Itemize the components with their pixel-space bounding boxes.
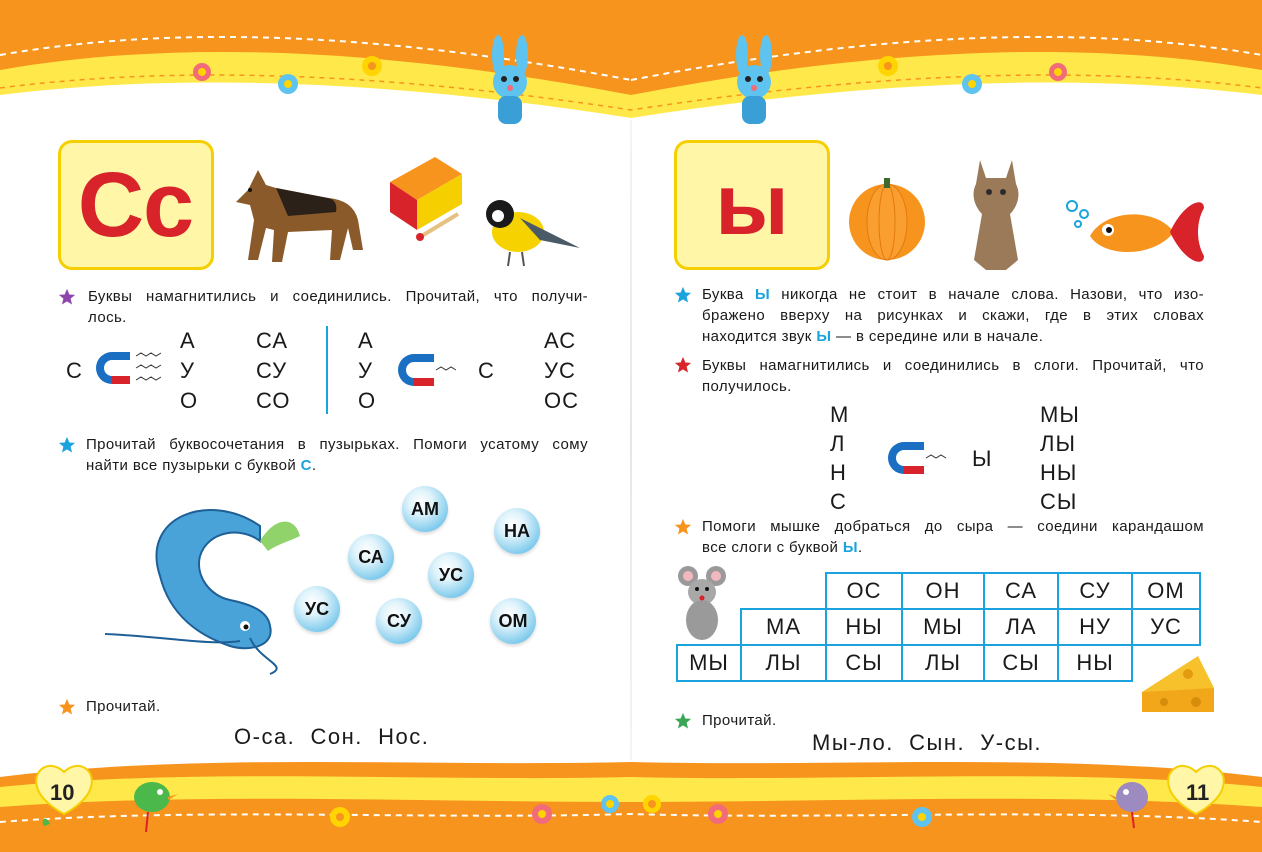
consonant-c: С	[66, 358, 83, 383]
lynx-picture	[956, 150, 1036, 272]
consonant-letter: Л	[830, 431, 846, 456]
vowel-y: Ы	[972, 446, 993, 471]
syllable-bubble[interactable]: УС	[294, 586, 340, 632]
matchbox-picture	[380, 152, 468, 248]
task-magnet-right	[702, 355, 1204, 397]
maze-cell[interactable]: ЛЫ	[741, 645, 826, 681]
dog-picture	[228, 150, 368, 270]
syllable-maze	[676, 572, 1201, 682]
task-text-line: Буквы намагнитились и соединились в слоги. Прочитай, что	[702, 357, 1204, 374]
maze-cell[interactable]: НЫ	[1058, 645, 1132, 681]
flower-icon	[962, 74, 982, 94]
task-magnet-left	[88, 286, 588, 328]
syllable-bubble[interactable]: АМ	[402, 486, 448, 532]
page-spine	[630, 120, 632, 760]
vowel-column	[180, 326, 198, 416]
orange-star-icon	[674, 518, 692, 536]
vowel-letter: А	[180, 328, 196, 353]
flower-icon	[601, 795, 619, 813]
flower-icon	[878, 56, 898, 76]
task-text-line	[702, 537, 1204, 558]
maze-cell[interactable]: СЫ	[984, 645, 1058, 681]
pumpkin-picture	[846, 172, 928, 264]
maze-cell[interactable]: МЫ	[902, 609, 984, 645]
task-read-label: Прочитай.	[86, 698, 161, 715]
vowel-letter: О	[180, 388, 199, 413]
syllable: ОС	[544, 388, 579, 413]
syllable-bubble[interactable]: СА	[348, 534, 394, 580]
task-text: — в середине или в начале.	[831, 328, 1044, 345]
cheese-picture	[1138, 652, 1218, 716]
task-text-line: Прочитай буквосочетания в пузырьках. Помоги усатому сому	[86, 436, 588, 453]
flower-icon	[708, 804, 728, 824]
task-text-line: Помоги мышке добраться до сыра — соедини карандашом	[702, 518, 1204, 535]
orange-star-icon	[58, 698, 76, 716]
syllable: ЛЫ	[1040, 431, 1076, 456]
syllable: СА	[256, 328, 289, 353]
flower-icon	[532, 804, 552, 824]
task-text-line: получилось.	[702, 378, 792, 395]
maze-cell[interactable]: СУ	[1058, 573, 1132, 609]
syllable-column	[256, 326, 291, 416]
task-text: .	[311, 457, 317, 474]
consonant-letter: Н	[830, 460, 847, 485]
column-divider	[326, 326, 328, 414]
maze-cell[interactable]: ОС	[826, 573, 902, 609]
vowel-letter: А	[358, 328, 374, 353]
task-text-line	[702, 326, 1204, 347]
letter-box-s	[58, 140, 214, 270]
task-text-line	[702, 284, 1204, 305]
task-text-line: Буквы намагнитились и соединились. Прочитай, что получи-	[88, 288, 588, 305]
maze-cell[interactable]: МА	[741, 609, 826, 645]
highlight-letter: Ы	[816, 328, 832, 345]
maze-cell[interactable]: ЛЫ	[902, 645, 984, 681]
task-sound-position	[702, 284, 1204, 347]
maze-cell[interactable]: ОМ	[1132, 573, 1200, 609]
highlight-letter: Ы	[754, 286, 771, 303]
blue-star-icon	[58, 436, 76, 454]
flower-icon	[278, 74, 298, 94]
task-text: находится звук	[702, 328, 817, 345]
maze-cell[interactable]: СА	[984, 573, 1058, 609]
goldfish-picture	[1064, 192, 1210, 272]
top-border-band	[0, 0, 1262, 130]
task-text: все слоги с буквой	[702, 539, 843, 556]
red-star-icon	[674, 356, 692, 374]
flower-icon	[330, 807, 350, 827]
maze-cell[interactable]: СЫ	[826, 645, 902, 681]
task-text-line: бражено вверху на рисунках и скажи, где в этих словах	[702, 307, 1204, 324]
syllable: СО	[256, 388, 291, 413]
purple-star-icon	[58, 288, 76, 306]
maze-cell[interactable]: ОН	[902, 573, 984, 609]
read-line: Мы-ло. Сын. У-сы.	[812, 730, 1043, 755]
flower-icon	[362, 56, 382, 76]
syllable-bubble[interactable]: УС	[428, 552, 474, 598]
task-text-line	[86, 455, 588, 476]
letter-heading: ы	[715, 156, 789, 253]
highlight-letter: С	[300, 457, 312, 474]
vowel-letter: У	[358, 358, 373, 383]
task-bubbles	[86, 434, 588, 476]
syllable: МЫ	[1040, 402, 1080, 427]
vowel-column	[358, 326, 376, 416]
catfish-picture	[100, 496, 310, 682]
task-text: найти все пузырьки с буквой	[86, 457, 301, 474]
green-star-icon	[674, 712, 692, 730]
task-text: .	[857, 539, 863, 556]
flower-icon	[643, 795, 661, 813]
syllable-column	[544, 326, 579, 416]
syllable-bubble[interactable]: ОМ	[490, 598, 536, 644]
maze-cell[interactable]: МЫ	[677, 645, 741, 681]
syllable-bubble[interactable]: НА	[494, 508, 540, 554]
page-number: 10	[50, 780, 75, 805]
letter-box-y	[674, 140, 830, 270]
maze-cell[interactable]: НУ	[1058, 609, 1132, 645]
flower-icon	[912, 807, 932, 827]
consonant-column	[830, 400, 849, 516]
maze-cell[interactable]: ЛА	[984, 609, 1058, 645]
flower-icon	[1049, 63, 1067, 81]
syllable: СУ	[256, 358, 288, 383]
consonant-letter: С	[830, 489, 847, 514]
task-text-line: лось.	[88, 309, 127, 326]
blue-star-icon	[674, 286, 692, 304]
syllable-column	[1040, 400, 1080, 516]
page-number: 11	[1186, 780, 1210, 805]
vowel-letter: У	[180, 358, 195, 383]
consonant-c: С	[478, 358, 495, 383]
maze-cell[interactable]: НЫ	[826, 609, 902, 645]
flower-icon	[193, 63, 211, 81]
bottom-border-band	[0, 752, 1262, 852]
syllable: НЫ	[1040, 460, 1078, 485]
consonant-letter: М	[830, 402, 850, 427]
read-line: О-са. Сон. Нос.	[234, 724, 430, 749]
highlight-letter: Ы	[842, 539, 858, 556]
task-text: никогда не стоит в начале слова. Назови, что изо-	[770, 286, 1204, 303]
task-maze	[702, 516, 1204, 558]
letter-heading: Сс	[77, 153, 195, 256]
syllable: УС	[544, 358, 576, 383]
task-read-label: Прочитай.	[702, 712, 777, 729]
syllable: СЫ	[1040, 489, 1078, 514]
maze-cell[interactable]: УС	[1132, 609, 1200, 645]
syllable-bubble[interactable]: СУ	[376, 598, 422, 644]
vowel-letter: О	[358, 388, 377, 413]
task-text: Буква	[702, 286, 755, 303]
magnet-icon	[886, 438, 956, 478]
syllable: АС	[544, 328, 577, 353]
magnet-icon	[396, 350, 462, 390]
magnet-icon	[96, 348, 168, 390]
titmouse-bird-picture	[480, 196, 590, 268]
